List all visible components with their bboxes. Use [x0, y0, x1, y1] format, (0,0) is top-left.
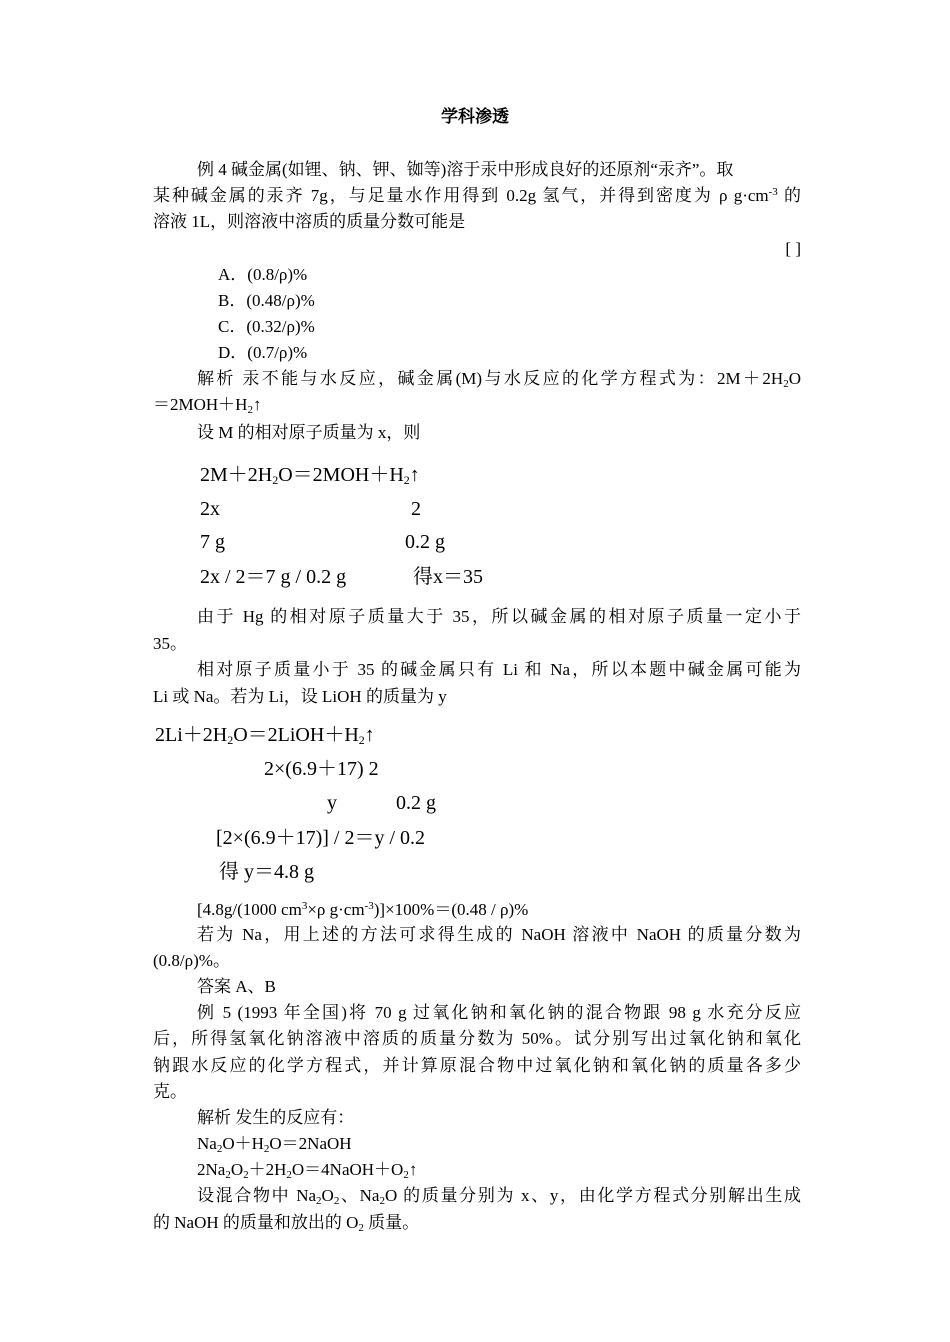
- ex4-mass-fraction-calc: [4.8g/(1000 $cm^3\times\rho$ $g\cdot cm^{-3})]\times 100\%=(0.48 / \rho)\%$: [197, 900, 529, 919]
- ex4-answer: 答案 A、B: [197, 977, 276, 996]
- equation-m-water: $2M+2H_2O=2MOH+H_2↑$: [200, 464, 420, 487]
- ex5-question-line-1: 例 5 (1993 年全国)将 70 g 过氧化钠和氧化钠的混合物跟 98 g 水充分反应: [197, 1003, 801, 1022]
- equation-row-2-right: 2: [411, 498, 421, 520]
- reaction-na2o-water: $Na_2O+H_2O=2NaOH$: [197, 1134, 352, 1155]
- ex4-paragraph-2-line-1: 相对原子质量小于 35 的碱金属只有 Li 和 Na，所以本题中碱金属可能为: [197, 660, 801, 679]
- ex4-paragraph-1-line-2: 35。: [153, 634, 187, 653]
- ex5-setup-line-1: 设混合物中 $Na_2O_2$、$Na_2O$ 的质量分别为 x、y，由化学方程式分别解出生成: [197, 1186, 801, 1207]
- ex5-question-line-2: 后，所得氢氧化钠溶液中溶质的质量分数为 50%。试分别写出过氧化钠和氧化: [153, 1029, 801, 1048]
- ex4-na-line-2: (0.8/ρ)%。: [153, 951, 230, 970]
- equation-row-4-right: 得x＝35: [413, 566, 483, 588]
- equation-row-4-left: 2x / 2＝7 g / 0.2 g: [200, 566, 347, 588]
- ex5-analysis-heading: 解析 发生的反应有：: [197, 1108, 355, 1127]
- reaction-na2o2-water: $2Na_2O_2+2H_2O=4NaOH+O_2↑$: [197, 1160, 418, 1181]
- li-equation-row-2: 2×(6.9＋17) 2: [264, 758, 379, 780]
- equation-row-3-left: 7 g: [200, 531, 225, 553]
- option-d: D．(0.7/ρ)%: [218, 343, 308, 362]
- ex4-na-line-1: 若为 Na，用上述的方法可求得生成的 NaOH 溶液中 NaOH 的质量分数为: [197, 925, 801, 944]
- option-a: A．(0.8/ρ)%: [218, 265, 308, 284]
- li-equation-row-4: [2×(6.9＋17)] / 2＝y / 0.2: [216, 827, 426, 849]
- equation-row-3-right: 0.2 g: [405, 531, 445, 553]
- li-equation-row-3-left: y: [327, 792, 337, 814]
- ex5-question-line-4: 克。: [153, 1082, 187, 1101]
- equation-li-water: $2Li+2H_2O=2LiOH+H_2↑$: [155, 724, 375, 747]
- option-b: B．(0.48/ρ)%: [218, 291, 315, 310]
- ex4-question-line-3: 溶液 1L，则溶液中溶质的质量分数可能是: [153, 212, 466, 231]
- ex4-question-line-1: 例 4 碱金属(如锂、钠、钾、铷等)溶于汞中形成良好的还原剂“汞齐”。取: [197, 160, 734, 179]
- ex4-analysis-line-3: 设 M 的相对原子质量为 x，则: [197, 423, 421, 442]
- li-equation-row-3-right: 0.2 g: [396, 792, 436, 814]
- ex4-question-line-2: 某种碱金属的汞齐 7g，与足量水作用得到 0.2g 氢气，并得到密度为 ρ $g\cdot cm^{-3}$ 的: [153, 186, 801, 205]
- page-title: 学科渗透: [441, 107, 509, 126]
- ex4-paragraph-2-line-2: Li 或 Na。若为 Li，设 LiOH 的质量为 y: [153, 687, 447, 706]
- ex4-paragraph-1-line-1: 由于 Hg 的相对原子质量大于 35，所以碱金属的相对原子质量一定小于: [197, 607, 801, 626]
- li-equation-row-5: 得 y＝4.8 g: [219, 861, 314, 883]
- ex4-analysis-line-1: 解析 汞不能与水反应，碱金属(M)与水反应的化学方程式为：$2M+2H_2O$: [197, 369, 801, 390]
- ex5-question-line-3: 钠跟水反应的化学方程式，并计算原混合物中过氧化钠和氧化钠的质量各多少: [153, 1056, 801, 1075]
- answer-bracket: [ ]: [785, 239, 801, 258]
- ex5-setup-line-2: 的 NaOH 的质量和放出的 $O_2$ 质量。: [153, 1213, 420, 1234]
- option-c: C．(0.32/ρ)%: [218, 317, 315, 336]
- equation-row-2-left: 2x: [200, 498, 220, 520]
- ex4-analysis-line-2: $=2MOH+H_2↑$: [153, 395, 262, 416]
